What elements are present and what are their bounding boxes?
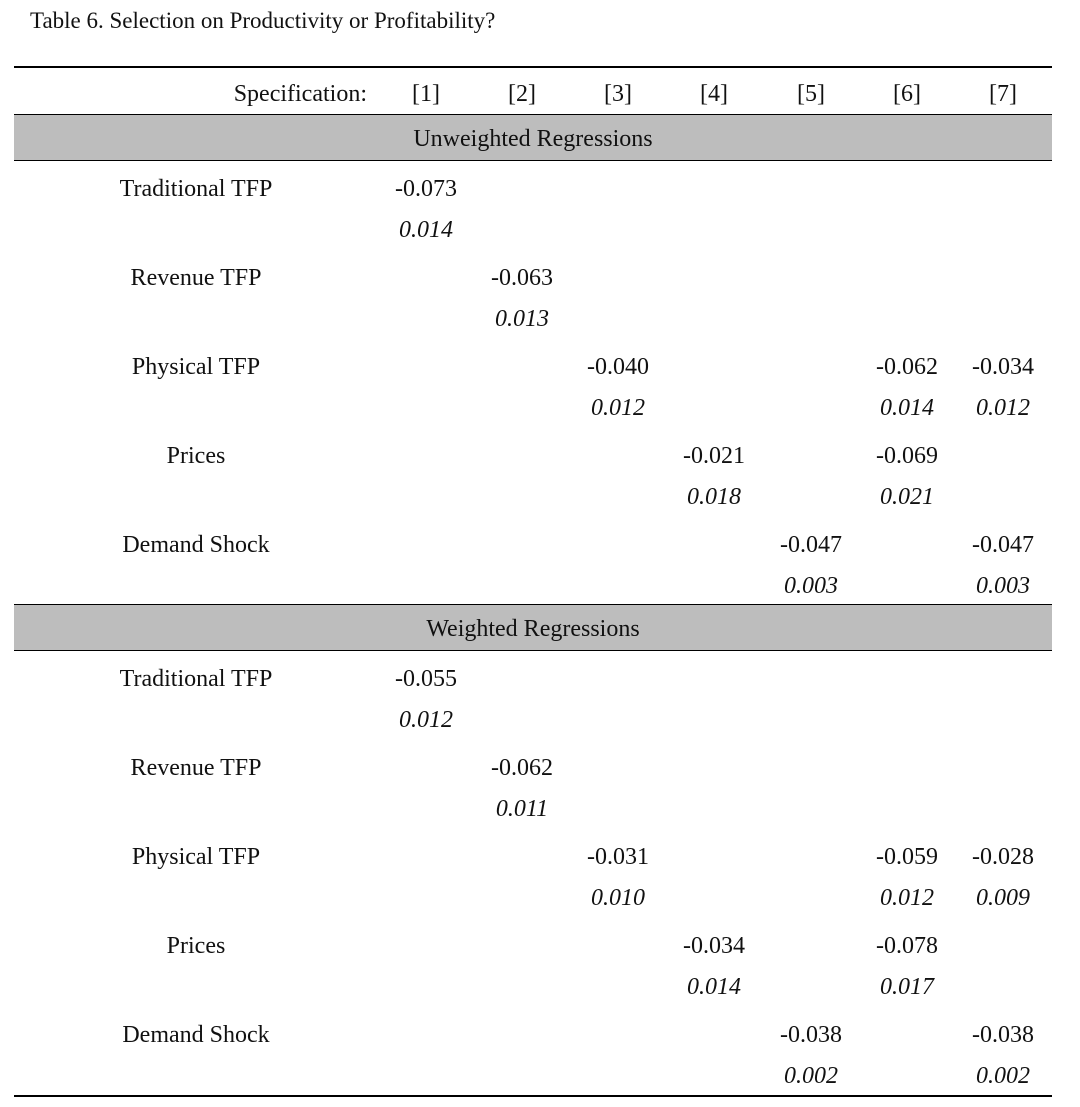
coefficient-cell: -0.038 xyxy=(780,1022,842,1048)
row-label: Demand Shock xyxy=(122,1022,270,1048)
panel-header xyxy=(14,604,1052,651)
standard-error-cell: 0.014 xyxy=(880,395,934,421)
column-header-1: [1] xyxy=(412,81,440,107)
standard-error-cell: 0.002 xyxy=(784,1063,838,1089)
coefficient-cell: -0.073 xyxy=(395,176,457,202)
specification-label: Specification: xyxy=(233,81,367,107)
coefficient-cell: -0.038 xyxy=(972,1022,1034,1048)
standard-error-cell: 0.012 xyxy=(976,395,1030,421)
row-label: Physical TFP xyxy=(131,354,261,380)
row-label: Demand Shock xyxy=(122,532,270,558)
coefficient-cell: -0.021 xyxy=(683,443,745,469)
standard-error-cell: 0.003 xyxy=(976,573,1030,599)
standard-error-cell: 0.009 xyxy=(976,885,1030,911)
column-header-2: [2] xyxy=(508,81,536,107)
coefficient-cell: -0.063 xyxy=(491,265,553,291)
coefficient-cell: -0.040 xyxy=(587,354,649,380)
coefficient-cell: -0.031 xyxy=(587,844,649,870)
coefficient-cell: -0.047 xyxy=(780,532,842,558)
standard-error-cell: 0.013 xyxy=(495,306,549,332)
standard-error-cell: 0.003 xyxy=(784,573,838,599)
standard-error-cell: 0.002 xyxy=(976,1063,1030,1089)
coefficient-cell: -0.034 xyxy=(683,933,745,959)
panel-title: Unweighted Regressions xyxy=(413,126,653,152)
coefficient-cell: -0.059 xyxy=(876,844,938,870)
column-header-3: [3] xyxy=(604,81,632,107)
panel-header xyxy=(14,114,1052,161)
standard-error-cell: 0.010 xyxy=(591,885,645,911)
row-label: Prices xyxy=(166,933,226,959)
standard-error-cell: 0.014 xyxy=(399,217,453,243)
standard-error-cell: 0.012 xyxy=(591,395,645,421)
standard-error-cell: 0.017 xyxy=(880,974,934,1000)
coefficient-cell: -0.062 xyxy=(491,755,553,781)
coefficient-cell: -0.078 xyxy=(876,933,938,959)
row-label: Revenue TFP xyxy=(130,265,262,291)
column-header-6: [6] xyxy=(893,81,921,107)
standard-error-cell: 0.012 xyxy=(399,707,453,733)
standard-error-cell: 0.018 xyxy=(687,484,741,510)
panel-title: Weighted Regressions xyxy=(426,616,640,642)
top-rule xyxy=(14,66,1052,68)
coefficient-cell: -0.034 xyxy=(972,354,1034,380)
coefficient-cell: -0.047 xyxy=(972,532,1034,558)
standard-error-cell: 0.011 xyxy=(495,796,549,822)
bottom-rule xyxy=(14,1095,1052,1097)
row-label: Prices xyxy=(166,443,226,469)
coefficient-cell: -0.069 xyxy=(876,443,938,469)
coefficient-cell: -0.055 xyxy=(395,666,457,692)
column-header-4: [4] xyxy=(700,81,728,107)
row-label: Traditional TFP xyxy=(119,176,273,202)
column-header-5: [5] xyxy=(797,81,825,107)
row-label: Traditional TFP xyxy=(119,666,273,692)
standard-error-cell: 0.012 xyxy=(880,885,934,911)
standard-error-cell: 0.014 xyxy=(687,974,741,1000)
coefficient-cell: -0.028 xyxy=(972,844,1034,870)
coefficient-cell: -0.062 xyxy=(876,354,938,380)
table-caption: Table 6. Selection on Productivity or Profitability? xyxy=(30,8,496,33)
row-label: Revenue TFP xyxy=(130,755,262,781)
standard-error-cell: 0.021 xyxy=(880,484,934,510)
row-label: Physical TFP xyxy=(131,844,261,870)
column-header-7: [7] xyxy=(989,81,1017,107)
